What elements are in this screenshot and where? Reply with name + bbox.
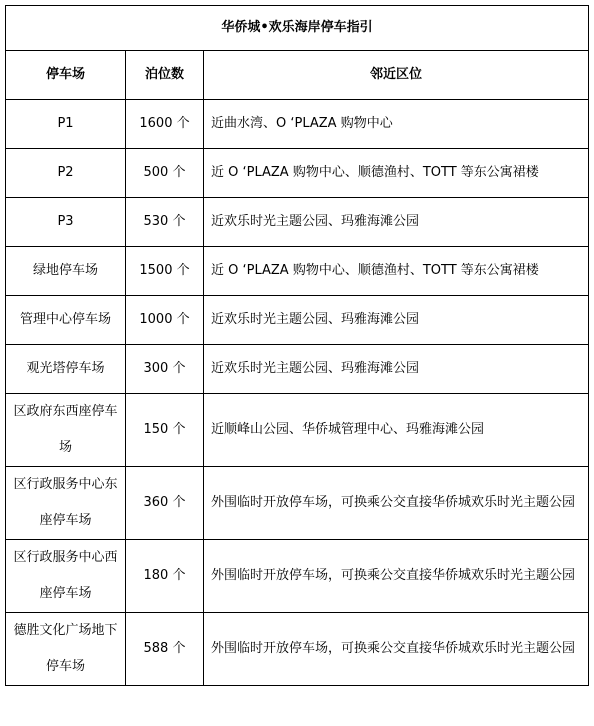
- space-count: 1600 个: [126, 100, 204, 149]
- table-row: [6, 247, 589, 296]
- space-count: 530 个: [126, 198, 204, 247]
- nearby-location: 外围临时开放停车场，可换乘公交直接华侨城欢乐时光主题公园: [204, 467, 589, 540]
- table-title: 华侨城•欢乐海岸停车指引: [6, 6, 589, 51]
- table-row: [6, 613, 589, 686]
- header-parking-lot: 停车场: [6, 51, 126, 100]
- lot-name: P1: [6, 100, 126, 149]
- nearby-location: 近顺峰山公园、华侨城管理中心、玛雅海滩公园: [204, 394, 589, 467]
- space-count: 150 个: [126, 394, 204, 467]
- nearby-location: 近曲水湾、O ‘PLAZA 购物中心: [204, 100, 589, 149]
- space-count: 300 个: [126, 345, 204, 394]
- lot-name: 区行政服务中心西座停车场: [6, 540, 126, 613]
- table-row: [6, 296, 589, 345]
- table-row: [6, 100, 589, 149]
- nearby-location: 外围临时开放停车场，可换乘公交直接华侨城欢乐时光主题公园: [204, 540, 589, 613]
- lot-name: 区行政服务中心东座停车场: [6, 467, 126, 540]
- space-count: 500 个: [126, 149, 204, 198]
- parking-guide-table: [5, 5, 589, 686]
- table-row: [6, 467, 589, 540]
- space-count: 360 个: [126, 467, 204, 540]
- lot-name: 德胜文化广场地下停车场: [6, 613, 126, 686]
- table-row: [6, 540, 589, 613]
- table-row: [6, 149, 589, 198]
- lot-name: 区政府东西座停车场: [6, 394, 126, 467]
- nearby-location: 近欢乐时光主题公园、玛雅海滩公园: [204, 345, 589, 394]
- header-spaces: 泊位数: [126, 51, 204, 100]
- table-row: [6, 394, 589, 467]
- space-count: 588 个: [126, 613, 204, 686]
- header-nearby: 邻近区位: [204, 51, 589, 100]
- nearby-location: 近 O ‘PLAZA 购物中心、顺德渔村、TOTT 等东公寓裙楼: [204, 149, 589, 198]
- table-row: [6, 198, 589, 247]
- space-count: 180 个: [126, 540, 204, 613]
- nearby-location: 近欢乐时光主题公园、玛雅海滩公园: [204, 198, 589, 247]
- table-row: [6, 345, 589, 394]
- nearby-location: 近欢乐时光主题公园、玛雅海滩公园: [204, 296, 589, 345]
- nearby-location: 近 O ‘PLAZA 购物中心、顺德渔村、TOTT 等东公寓裙楼: [204, 247, 589, 296]
- lot-name: 管理中心停车场: [6, 296, 126, 345]
- nearby-location: 外围临时开放停车场，可换乘公交直接华侨城欢乐时光主题公园: [204, 613, 589, 686]
- space-count: 1000 个: [126, 296, 204, 345]
- space-count: 1500 个: [126, 247, 204, 296]
- lot-name: P2: [6, 149, 126, 198]
- lot-name: 观光塔停车场: [6, 345, 126, 394]
- lot-name: 绿地停车场: [6, 247, 126, 296]
- lot-name: P3: [6, 198, 126, 247]
